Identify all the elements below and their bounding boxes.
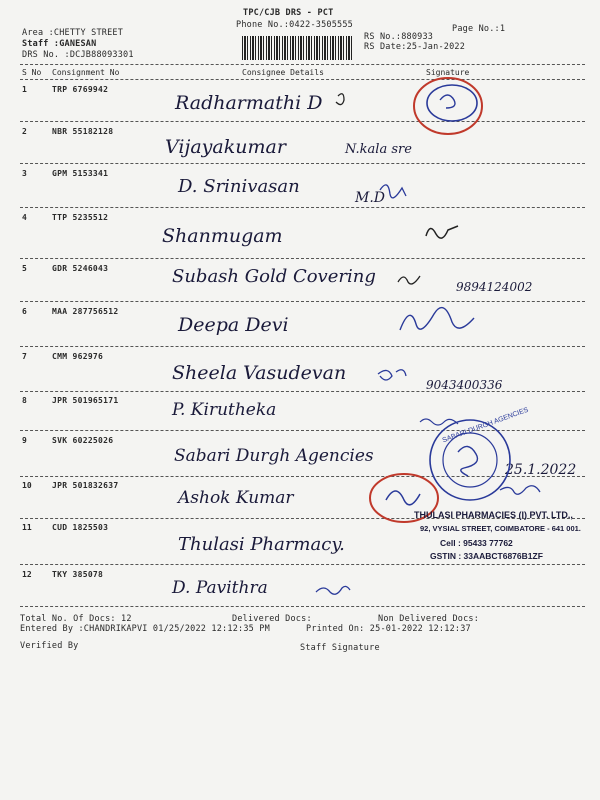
stamp-gstin: GSTIN : 33AABCT6876B1ZF	[430, 551, 543, 561]
staff-field: Staff :GANESAN	[22, 39, 97, 49]
verified-by: Verified By	[20, 641, 79, 651]
drs-number: DRS No. :DCJB88093301	[22, 50, 134, 60]
receiver-note: 25.1.2022	[505, 462, 577, 478]
receiver-note: M.D	[355, 190, 386, 206]
consignment-number: JPR 501965171	[52, 396, 119, 405]
receiver-note: 9043400336	[426, 378, 503, 392]
signature-scribble	[378, 370, 406, 380]
consignment-number: TKY 385078	[52, 570, 104, 579]
stamp-cell: Cell : 95433 77762	[440, 538, 513, 548]
consignment-number: GPM 5153341	[52, 169, 109, 178]
consignment-number: JPR 501832637	[52, 481, 119, 490]
delivered-docs: Delivered Docs:	[232, 614, 312, 624]
row-sno: 4	[22, 213, 27, 222]
entered-by: Entered By :CHANDRIKAPVI 01/25/2022 12:12:35 PM	[20, 624, 270, 634]
consignee-name: Sabari Durgh Agencies	[174, 446, 374, 466]
row-sno: 5	[22, 264, 27, 273]
stamp-company-name: THULASI PHARMACIES (I) PVT. LTD.,	[414, 510, 573, 520]
non-delivered-docs: Non Delivered Docs:	[378, 614, 480, 624]
row-sno: 3	[22, 169, 27, 178]
area-field: Area :CHETTY STREET	[22, 28, 124, 38]
consignment-number: TTP 5235512	[52, 213, 109, 222]
consignment-number: TRP 6769942	[52, 85, 109, 94]
rs-date: RS Date:25-Jan-2022	[364, 42, 466, 52]
consignee-name: Ashok Kumar	[178, 488, 294, 508]
row-sno: 9	[22, 436, 27, 445]
consignment-number: CMM 962976	[52, 352, 104, 361]
consignee-name: Thulasi Pharmacy.	[178, 534, 345, 555]
staff-signature: Staff Signature	[300, 643, 380, 653]
row-sno: 12	[22, 570, 32, 579]
round-stamp-text: SABARI DURGH AGENCIES	[441, 406, 530, 445]
consignment-number: SVK 60225026	[52, 436, 114, 445]
receiver-note: 9894124002	[456, 280, 533, 294]
column-consignee: Consignee Details	[242, 68, 324, 77]
row-sno: 2	[22, 127, 27, 136]
consignee-name: Deepa Devi	[178, 314, 289, 336]
consignee-name: D. Srinivasan	[178, 176, 300, 197]
blue-circle-signature	[427, 85, 477, 121]
consignment-number: NBR 55182128	[52, 127, 114, 136]
page-number: Page No.:1	[452, 24, 506, 34]
row-sno: 6	[22, 307, 27, 316]
consignment-number: CUD 1825503	[52, 523, 109, 532]
consignment-number: GDR 5246043	[52, 264, 109, 273]
row-sno: 1	[22, 85, 27, 94]
total-docs: Total No. Of Docs: 12	[20, 614, 132, 624]
column-consignment: Consignment No	[52, 68, 120, 77]
row-sno: 8	[22, 396, 27, 405]
phone-number: Phone No.:0422-3505555	[236, 20, 353, 30]
document-title: TPC/CJB DRS - PCT	[243, 8, 334, 18]
row-sno: 11	[22, 523, 32, 532]
row-sno: 7	[22, 352, 27, 361]
consignment-number: MAA 287756512	[52, 307, 119, 316]
consignee-name: P. Kirutheka	[172, 400, 277, 420]
red-oval-mark	[414, 78, 482, 134]
consignee-name: Shanmugam	[162, 225, 283, 247]
consignee-name: D. Pavithra	[172, 578, 268, 598]
column-sno: S No	[22, 68, 42, 77]
row-sno: 10	[22, 481, 32, 490]
signature-scribble	[426, 226, 458, 238]
stamp-address: 92, VYSIAL STREET, COIMBATORE - 641 001.	[420, 524, 581, 533]
signature-scribble	[316, 586, 350, 594]
signature-scribble	[398, 276, 420, 284]
consignee-name: Vijayakumar	[165, 136, 286, 158]
receiver-note: N.kala sre	[345, 142, 412, 157]
consignee-name: Sheela Vasudevan	[172, 362, 347, 384]
printed-on: Printed On: 25-01-2022 12:12:37	[306, 624, 471, 634]
signature-scribble	[400, 308, 474, 330]
signature-scribble	[380, 185, 406, 198]
consignee-name: Radharmathi D	[175, 92, 323, 114]
rs-number: RS No.:880933	[364, 32, 434, 42]
column-signature: Signature	[426, 68, 470, 77]
consignee-name: Subash Gold Covering	[172, 266, 376, 287]
